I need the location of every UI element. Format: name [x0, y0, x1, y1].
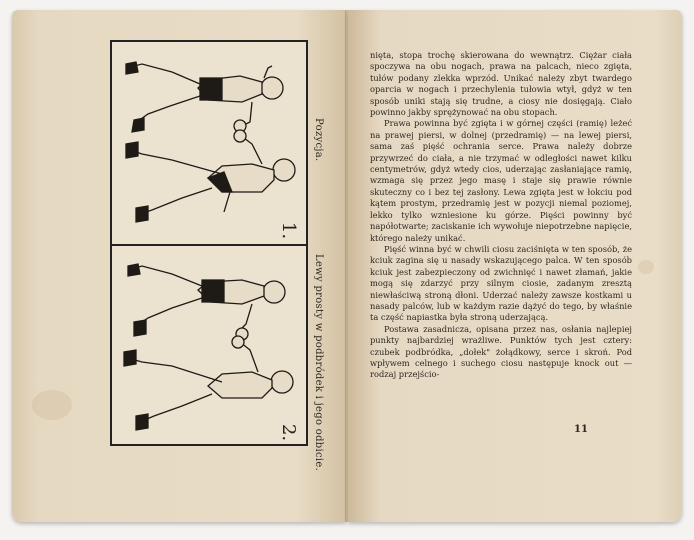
body-text — [370, 50, 632, 381]
paragraph: nięta, stopa trochę skierowana do wewnątrz. Ciężar ciała spoczywa na obu nogach, prawa na palcach, nieco zgięta, tułów podany zlekka wprzód. Unikać należy zbyt twardego oparcia w nogach i przechylenia tułowia wtył, gdyż w ten sposób uniki stają się trudne, a ciosy nie dosięgają. Ciało powinno jakby sprężynować na obu stopach. — [370, 50, 632, 118]
paragraph: Prawa powinna być zgięta i w górnej części (ramię) leżeć na prawej piersi, w dolnej (przedramię) — na lewej piersi, sama zaś pięść ochrania serce. Prawa należy dobrze przywrzeć do ciała, a nie trzymać w odległości nawet kilku centymetrów, gdyż wtedy cios, uderzając zasłaniające ramię, wzmaga się przez jego masę i staje się prawie równie skuteczny co i bez tej zasłony. Lewa zgięta jest w łokciu pod kątem prostym, przedramię jest w pozycji niemal poziomej, lekko tylko wzniesione ku górze. Pięści powinny być napółotwarte; zaciskanie ich wywołuje niepotrzebne napięcie, którego należy unikać. — [370, 118, 632, 243]
boxers-figure-2 — [112, 246, 306, 444]
boxers-figure-1 — [112, 42, 306, 244]
caption-position: Pozycja. — [313, 118, 324, 162]
paper-stain — [32, 390, 72, 420]
paragraph: Pięść winna być w chwili ciosu zaciśnięta w ten sposób, że kciuk zagina się u nasady wskazującego palca. W ten sposób kciuk jest zabezpieczony od zwichnięć i nawet złamań, jakie mogą się zdarzyć przy silnym ciosie, zadanym zresztą niewłaściwą stroną dłoni. Uderzać należy zawsze kostkami u nasady palców, lub w każdym razie dążyć do tego, by właśnie ta część napiastka była stroną uderzającą. — [370, 243, 632, 323]
figure-number-2: 2. — [278, 423, 300, 442]
paper-stain — [638, 260, 654, 274]
illustration-plate — [110, 40, 308, 446]
page-number: 11 — [574, 424, 588, 435]
figure-number-1: 1. — [278, 221, 300, 240]
paragraph: Postawa zasadnicza, opisana przez nas, osłania najlepiej punkty najbardziej wrażliwe. Punktów tych jest cztery: czubek podbródka, „dołek" żołądkowy, serce i skroń. Pod wpływem celnego i suchego ciosu następuje knock out — rodzaj przejścio- — [370, 323, 632, 380]
caption-left-straight: Lewy prosty w podbródek i jego odbicie. — [313, 254, 324, 472]
